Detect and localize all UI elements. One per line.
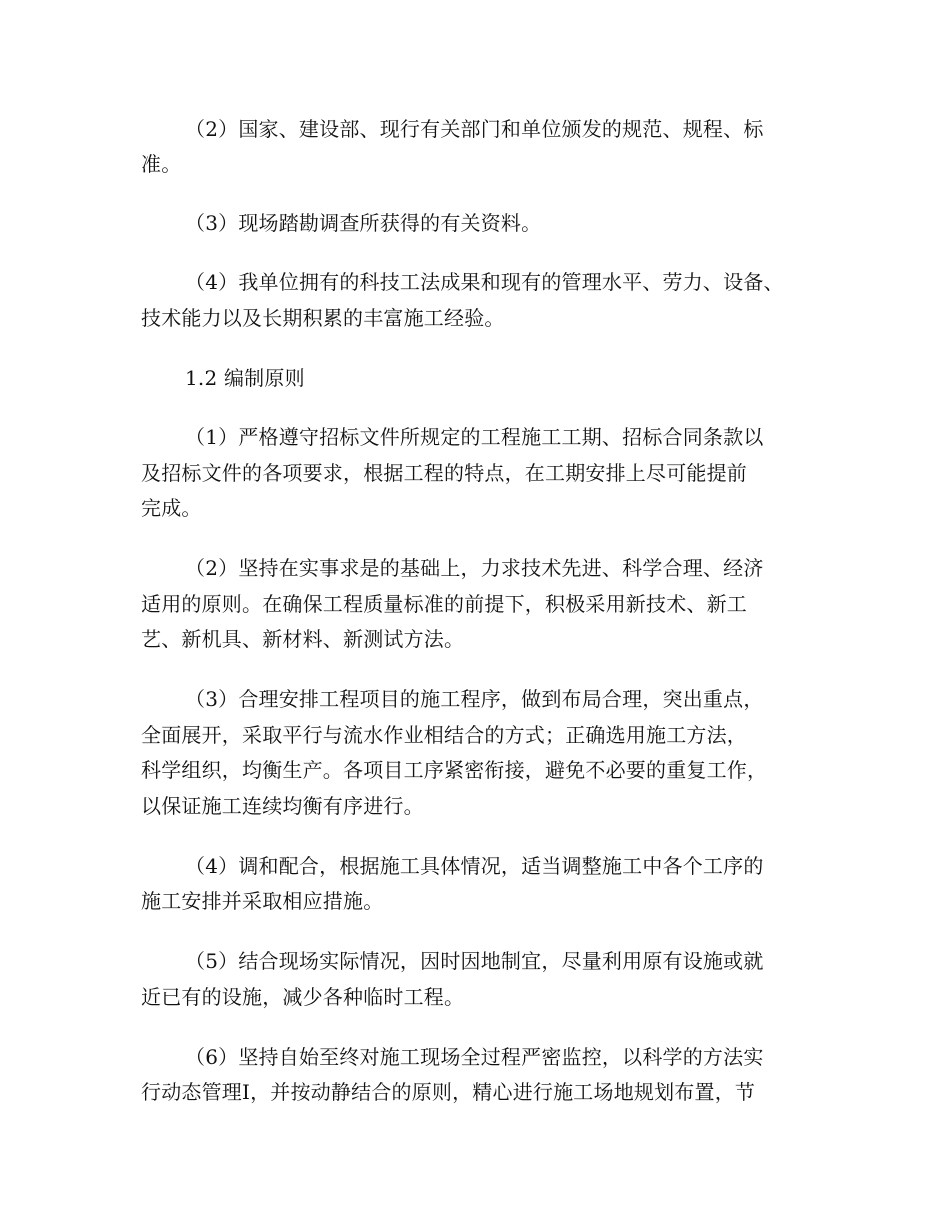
paragraph-principle-2-line-2: 适用的原则。在确保工程质量标准的前提下，积极采用新技术、新工 [141,592,747,616]
paragraph-basis-2-line-2: 准。 [141,152,182,176]
paragraph-basis-4-line-2: 技术能力以及长期积累的丰富施工经验。 [141,306,505,330]
section-heading-1-2: 1.2 编制原则 [185,366,305,390]
paragraph-principle-2-line-1: （2）坚持在实事求是的基础上，力求技术先进、科学合理、经济 [185,556,764,580]
paragraph-principle-6-line-1: （6）坚持自始至终对施工现场全过程严密监控，以科学的方法实 [185,1045,764,1069]
paragraph-principle-1-line-1: （1）严格遵守招标文件所规定的工程施工工期、招标合同条款以 [185,425,764,449]
paragraph-principle-1-line-3: 完成。 [141,496,202,520]
paragraph-principle-6-line-2: 行动态管理Ⅰ，并按动静结合的原则，精心进行施工场地规划布置，节 [141,1080,756,1104]
paragraph-basis-2-line-1: （2）国家、建设部、现行有关部门和单位颁发的规范、规程、标 [185,117,764,141]
paragraph-principle-3-line-1: （3）合理安排工程项目的施工程序，做到布局合理，突出重点， [185,687,764,711]
paragraph-principle-2-line-3: 艺、新机具、新材料、新测试方法。 [141,627,465,651]
paragraph-principle-3-line-2: 全面展开，采取平行与流水作业相结合的方式；正确选用施工方法， [141,723,747,747]
paragraph-principle-5-line-2: 近已有的设施，减少各种临时工程。 [141,985,465,1009]
paragraph-principle-3-line-3: 科学组织，均衡生产。各项目工序紧密衔接，避免不必要的重复工作， [141,758,768,782]
paragraph-principle-4-line-1: （4）调和配合，根据施工具体情况，适当调整施工中各个工序的 [185,854,764,878]
paragraph-principle-4-line-2: 施工安排并采取相应措施。 [141,889,384,913]
paragraph-principle-5-line-1: （5）结合现场实际情况，因时因地制宜，尽量利用原有设施或就 [185,949,764,973]
paragraph-principle-3-line-4: 以保证施工连续均衡有序进行。 [141,794,424,818]
paragraph-basis-3-line-1: （3）现场踏勘调查所获得的有关资料。 [185,211,542,235]
paragraph-principle-1-line-2: 及招标文件的各项要求，根据工程的特点，在工期安排上尽可能提前 [141,461,747,485]
paragraph-basis-4-line-1: （4）我单位拥有的科技工法成果和现有的管理水平、劳力、设备、 [185,270,784,294]
